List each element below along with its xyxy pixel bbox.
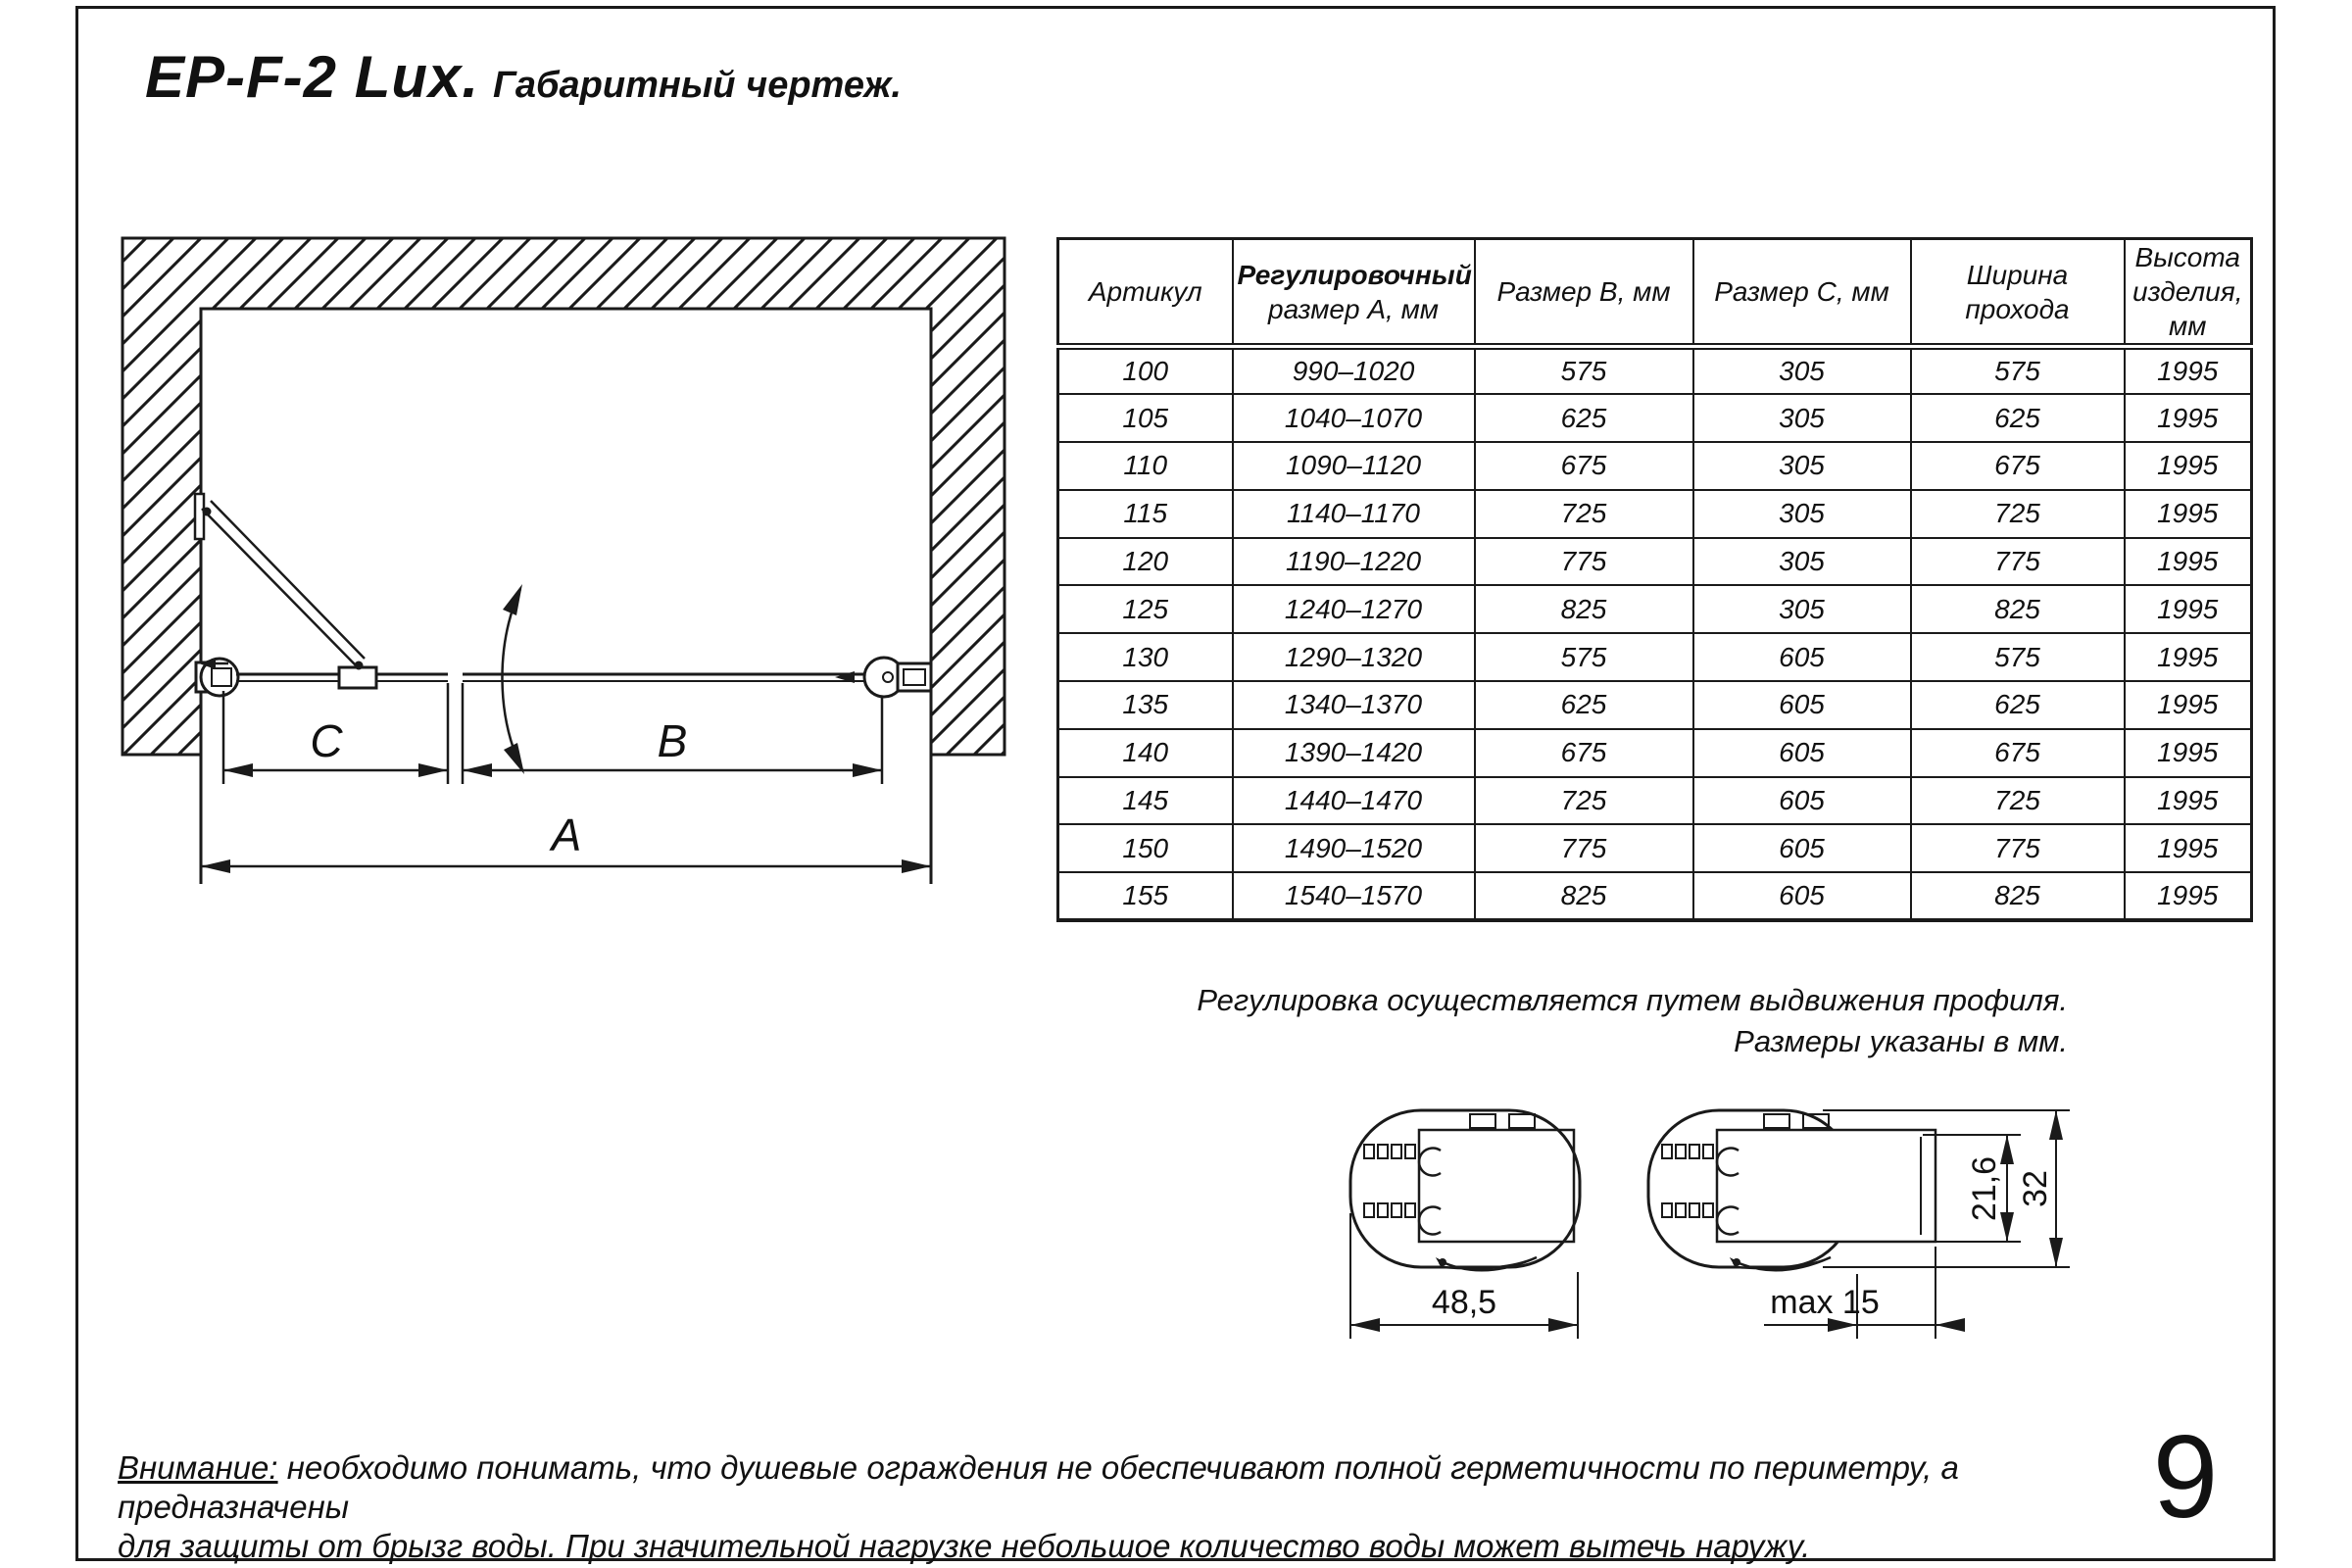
dimension-b <box>463 715 882 777</box>
table-cell: 625 <box>1475 394 1693 442</box>
table-cell: 305 <box>1693 538 1911 586</box>
table-row <box>1058 538 2252 586</box>
dim-label-a: A <box>551 809 582 860</box>
table-cell: 675 <box>1911 729 2125 777</box>
profile-section-retracted <box>1350 1110 1580 1270</box>
title-caption: Габаритный чертеж. <box>493 65 902 106</box>
table-cell: 825 <box>1475 585 1693 633</box>
warning-text-1: необходимо понимать, что душевые ограждения не обеспечивают полной герметичности по периметру, а предназначены <box>118 1449 1959 1525</box>
table-cell: 575 <box>1911 633 2125 681</box>
table-cell: 100 <box>1058 347 1233 395</box>
table-cell: 605 <box>1693 633 1911 681</box>
left-wall-profile <box>196 658 238 696</box>
table-cell: 305 <box>1693 394 1911 442</box>
right-wall-profile <box>864 658 931 697</box>
table-cell: 625 <box>1911 394 2125 442</box>
table-row <box>1058 824 2252 872</box>
table-cell: 625 <box>1475 681 1693 729</box>
table-cell: 1995 <box>2125 442 2252 490</box>
table-cell: 1440–1470 <box>1233 777 1475 825</box>
col-header-adjustable-bold: Регулировочный <box>1237 259 1472 290</box>
table-cell: 125 <box>1058 585 1233 633</box>
table-cell: 725 <box>1911 490 2125 538</box>
brace-clamp-block <box>339 667 376 688</box>
warning-label: Внимание: <box>118 1449 278 1486</box>
table-cell: 1995 <box>2125 729 2252 777</box>
table-cell: 775 <box>1475 538 1693 586</box>
table-cell: 625 <box>1911 681 2125 729</box>
table-cell: 775 <box>1911 538 2125 586</box>
table-cell: 1995 <box>2125 633 2252 681</box>
table-cell: 1240–1270 <box>1233 585 1475 633</box>
door-glass <box>463 671 866 683</box>
dimension-inner-height <box>1923 1135 2021 1242</box>
table-cell: 725 <box>1911 777 2125 825</box>
sliding-insert <box>1717 1130 1936 1242</box>
col-header-pass-width: Ширина прохода <box>1911 239 2125 347</box>
table-row <box>1058 347 2252 395</box>
table-cell: 725 <box>1475 777 1693 825</box>
table-cell: 775 <box>1475 824 1693 872</box>
page-title <box>145 43 902 111</box>
table-cell: 825 <box>1911 872 2125 920</box>
dim-label-max-15: max 15 <box>1770 1284 1880 1321</box>
dim-label-48-5: 48,5 <box>1431 1284 1497 1321</box>
table-row <box>1058 681 2252 729</box>
table-cell: 1995 <box>2125 777 2252 825</box>
table-cell: 150 <box>1058 824 1233 872</box>
table-cell: 775 <box>1911 824 2125 872</box>
table-cell: 105 <box>1058 394 1233 442</box>
table-cell: 1490–1520 <box>1233 824 1475 872</box>
table-cell: 305 <box>1693 490 1911 538</box>
table-row <box>1058 394 2252 442</box>
adjustment-notes <box>1186 980 2068 1062</box>
table-cell: 110 <box>1058 442 1233 490</box>
table-cell: 825 <box>1475 872 1693 920</box>
model-name: EP-F-2 Lux. <box>145 44 480 110</box>
dimension-c <box>223 715 448 777</box>
table-cell: 1340–1370 <box>1233 681 1475 729</box>
table-cell: 305 <box>1693 347 1911 395</box>
table-cell: 155 <box>1058 872 1233 920</box>
table-row <box>1058 872 2252 920</box>
dimension-a <box>201 809 931 873</box>
table-cell: 675 <box>1911 442 2125 490</box>
table-cell: 145 <box>1058 777 1233 825</box>
table-row <box>1058 633 2252 681</box>
table-cell: 725 <box>1475 490 1693 538</box>
table-cell: 130 <box>1058 633 1233 681</box>
table-cell: 825 <box>1911 585 2125 633</box>
table-row <box>1058 442 2252 490</box>
dim-label-32: 32 <box>2017 1170 2054 1207</box>
page-number: 9 <box>2152 1411 2219 1543</box>
table-row <box>1058 585 2252 633</box>
table-cell: 305 <box>1693 585 1911 633</box>
table-row <box>1058 490 2252 538</box>
table-cell: 675 <box>1475 442 1693 490</box>
table-cell: 120 <box>1058 538 1233 586</box>
table-cell: 675 <box>1475 729 1693 777</box>
col-header-size-b: Размер В, мм <box>1475 239 1693 347</box>
table-cell: 1995 <box>2125 394 2252 442</box>
table-cell: 575 <box>1911 347 2125 395</box>
table-cell: 1540–1570 <box>1233 872 1475 920</box>
col-header-adjustable-rest: размер А, мм <box>1268 293 1439 324</box>
col-header-product-height: Высота изделия, мм <box>2125 239 2252 347</box>
table-row <box>1058 777 2252 825</box>
table-cell: 1390–1420 <box>1233 729 1475 777</box>
table-cell: 605 <box>1693 872 1911 920</box>
table-cell: 605 <box>1693 729 1911 777</box>
table-cell: 1090–1120 <box>1233 442 1475 490</box>
table-cell: 1995 <box>2125 681 2252 729</box>
table-cell: 305 <box>1693 442 1911 490</box>
table-header-row <box>1058 239 2252 347</box>
table-cell: 1995 <box>2125 538 2252 586</box>
table-cell: 140 <box>1058 729 1233 777</box>
table-cell: 1040–1070 <box>1233 394 1475 442</box>
table-cell: 605 <box>1693 777 1911 825</box>
col-header-size-c: Размер С, мм <box>1693 239 1911 347</box>
col-header-artikul: Артикул <box>1058 239 1233 347</box>
table-cell: 1290–1320 <box>1233 633 1475 681</box>
note-line-2: Размеры указаны в мм. <box>1734 1024 2068 1058</box>
dim-label-c: C <box>310 715 343 766</box>
table-cell: 1140–1170 <box>1233 490 1475 538</box>
table-cell: 115 <box>1058 490 1233 538</box>
warning-note <box>118 1448 2038 1566</box>
table-cell: 605 <box>1693 681 1911 729</box>
table-cell: 575 <box>1475 633 1693 681</box>
table-cell: 135 <box>1058 681 1233 729</box>
door-swing-arc <box>502 584 524 774</box>
table-cell: 1995 <box>2125 824 2252 872</box>
table-cell: 1995 <box>2125 872 2252 920</box>
table-cell: 1995 <box>2125 347 2252 395</box>
profile-cross-sections <box>1313 1078 2087 1372</box>
dimensions-table <box>1056 237 2253 922</box>
table-cell: 990–1020 <box>1233 347 1475 395</box>
table-cell: 1995 <box>2125 490 2252 538</box>
plan-drawing <box>98 206 1039 911</box>
note-line-1: Регулировка осуществляется путем выдвижения профиля. <box>1197 983 2068 1017</box>
col-header-adjustable-size-a <box>1233 239 1475 347</box>
table-cell: 1995 <box>2125 585 2252 633</box>
table-body <box>1058 347 2252 921</box>
profile-section-extended <box>1648 1110 1936 1270</box>
warning-line-2: для защиты от брызг воды. При значительной нагрузке небольшое количество воды может вытечь наружу. <box>118 1528 1811 1564</box>
warning-line-1 <box>118 1448 2038 1527</box>
table-cell: 605 <box>1693 824 1911 872</box>
table-cell: 575 <box>1475 347 1693 395</box>
table-cell: 1190–1220 <box>1233 538 1475 586</box>
table-row <box>1058 729 2252 777</box>
dim-label-b: B <box>657 715 688 766</box>
dim-label-21-6: 21,6 <box>1966 1155 2003 1222</box>
